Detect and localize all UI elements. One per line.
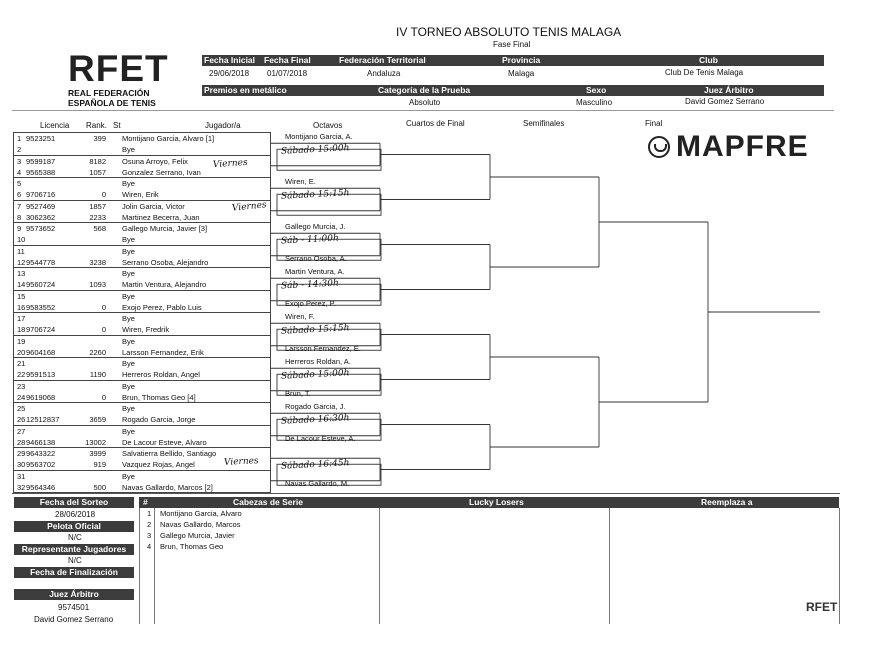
- ranking: 1057: [89, 167, 106, 177]
- rfet-logo-text: RFET: [68, 48, 169, 89]
- draw-position: 26: [17, 415, 26, 425]
- licence-number: 9523251: [26, 134, 56, 143]
- licence-number: 9591513: [26, 370, 56, 380]
- player-name: Bye: [122, 145, 135, 155]
- draw-position: 32: [17, 482, 26, 492]
- player-name: De Lacour Esteve, Alvaro: [122, 437, 207, 447]
- draw-position: 1: [17, 134, 22, 143]
- ranking: 0: [101, 325, 106, 335]
- label-club: Club: [699, 55, 718, 65]
- value-juez-nombre: David Gomez Serrano: [34, 615, 114, 624]
- player-name: Bye: [122, 404, 135, 413]
- licence-number: 9583552: [26, 302, 56, 312]
- seed-player-name: Montijano Garcia, Alvaro: [160, 509, 242, 518]
- handwritten-schedule: Sáb - 14:30h: [280, 278, 340, 292]
- licence-number: 9706724: [26, 325, 56, 335]
- label-categoria: Categoría de la Prueba: [378, 85, 471, 95]
- draw-position: 24: [17, 392, 26, 402]
- value-fecha-final: 01/07/2018: [267, 69, 308, 78]
- footer-divider: [839, 508, 840, 624]
- draw-position: 22: [17, 370, 26, 380]
- label-federacion: Federación Territorial: [339, 55, 426, 65]
- octavos-winner-top: Rogado Garcia, J.: [285, 402, 346, 411]
- draw-position: 21: [17, 359, 26, 368]
- licence-number: 9466138: [26, 437, 56, 447]
- player-name: Osuna Arroyo, Felix: [122, 156, 188, 166]
- handwritten-schedule: Sábado 16:45h: [280, 458, 350, 472]
- draw-position: 9: [17, 224, 22, 233]
- player-name: Salvatierra Bellido, Santiago: [122, 449, 217, 458]
- label-provincia: Provincia: [502, 55, 541, 65]
- player-name: Exojo Perez, Pablo Luis: [122, 302, 202, 312]
- player-name: Bye: [122, 426, 135, 436]
- licence-number: 9604168: [26, 347, 56, 357]
- ranking: 2233: [89, 212, 106, 222]
- ranking: 399: [93, 134, 106, 143]
- octavos-winner-top: Wiren, E.: [285, 177, 316, 186]
- player-name: Bye: [122, 381, 135, 391]
- player-name: Martinez Becerra, Juan: [122, 212, 200, 222]
- draw-position: 28: [17, 437, 26, 447]
- player-name: Gallego Murcia, Javier [3]: [122, 224, 208, 233]
- draw-position: 20: [17, 347, 26, 357]
- handwritten-schedule: Sábado 15:00h: [280, 368, 350, 382]
- ranking: 0: [101, 392, 106, 402]
- draw-position: 2: [17, 145, 22, 155]
- seed-number: 3: [147, 531, 152, 540]
- player-name: Larsson Fernandez, Erik: [122, 347, 204, 357]
- col-octavos: Octavos: [313, 121, 343, 130]
- label-fecha-final: Fecha Final: [264, 55, 311, 65]
- ranking: 568: [93, 224, 106, 233]
- player-name: Rogado Garcia, Jorge: [122, 415, 196, 425]
- col-st: St: [113, 121, 121, 130]
- ranking: 2260: [89, 347, 106, 357]
- player-name: Bye: [122, 314, 135, 323]
- player-name: Jolin Garcia, Victor: [122, 201, 185, 211]
- handwritten-schedule: Sábado 15:15h: [280, 323, 350, 337]
- col-licencia: Licencia: [40, 121, 70, 130]
- label-lucky-losers: Lucky Losers: [469, 497, 524, 507]
- ranking: 1190: [89, 370, 106, 380]
- value-fecha-sorteo: 28/06/2018: [55, 510, 96, 519]
- draw-position: 13: [17, 269, 26, 278]
- label-representante: Representante Jugadores: [14, 544, 134, 555]
- player-name: Brun, Thomas Geo [4]: [122, 392, 196, 402]
- org-name-line2: ESPAÑOLA DE TENIS: [68, 98, 156, 108]
- draw-position: 31: [17, 471, 26, 481]
- handwritten-schedule: Sábado 15:15h: [280, 188, 350, 202]
- draw-position: 29: [17, 449, 26, 458]
- ranking: 13002: [85, 437, 106, 447]
- licence-number: 9527469: [26, 201, 56, 211]
- draw-position: 16: [17, 302, 26, 312]
- draw-position: 4: [17, 167, 22, 177]
- draw-position: 12: [17, 257, 26, 267]
- label-finalizacion: Fecha de Finalización: [14, 567, 134, 578]
- draw-position: 3: [17, 156, 22, 166]
- player-name: Gonzalez Serrano, Ivan: [122, 167, 201, 177]
- handwritten-note-friday: Viernes: [212, 157, 248, 171]
- handwritten-note-friday: Viernes: [231, 200, 268, 214]
- licence-number: 9619068: [26, 392, 56, 402]
- player-name: Bye: [122, 179, 135, 188]
- label-fecha-inicial: Fecha Inicial: [204, 55, 256, 65]
- player-name: Martin Ventura, Alejandro: [122, 280, 207, 290]
- draw-position: 15: [17, 291, 26, 301]
- value-sexo: Masculino: [576, 98, 613, 107]
- col-rank: Rank.: [86, 121, 107, 130]
- value-representante: N/C: [68, 556, 82, 565]
- player-name: Serrano Osoba, Alejandro: [122, 257, 209, 267]
- handwritten-note-friday: Viernes: [223, 456, 259, 468]
- octavos-winner-bottom: Brun, T.: [285, 389, 311, 398]
- value-pelota: N/C: [68, 533, 82, 542]
- player-name: Bye: [122, 235, 135, 245]
- label-premios: Premios en metálico: [204, 85, 287, 95]
- octavos-winner-top: Montijano Garcia, A.: [285, 132, 353, 141]
- value-provincia: Malaga: [508, 69, 535, 78]
- seed-player-name: Navas Gallardo, Marcos: [160, 520, 241, 529]
- label-fecha-sorteo: Fecha del Sorteo: [14, 497, 134, 508]
- handwritten-schedule: Sábado 16:30h: [280, 413, 350, 427]
- footer-header-bar: [139, 497, 839, 508]
- ranking: 1093: [89, 280, 106, 290]
- player-name: Bye: [122, 291, 135, 301]
- licence-number: 9564346: [26, 482, 56, 492]
- org-name-line1: REAL FEDERACIÓN: [68, 88, 150, 98]
- label-juez: Juez Árbitro: [704, 85, 754, 95]
- licence-number: 9565388: [26, 167, 56, 177]
- octavos-winner-top: Martin Ventura, A.: [285, 267, 345, 276]
- octavos-winner-bottom: Navas Gallardo, M.: [285, 479, 350, 488]
- footer-divider: [379, 508, 380, 624]
- octavos-winner-bottom: Serrano Osoba, A.: [285, 254, 347, 263]
- draw-position: 5: [17, 179, 22, 188]
- tournament-title: IV TORNEO ABSOLUTO TENIS MALAGA: [396, 25, 622, 39]
- licence-number: 9560724: [26, 280, 56, 290]
- label-sexo: Sexo: [586, 85, 607, 95]
- licence-number: 12512837: [26, 415, 60, 425]
- seeds-list: [140, 509, 378, 559]
- draw-position: 8: [17, 212, 22, 222]
- col-semis: Semifinales: [523, 119, 565, 128]
- handwritten-schedule: Sáb - 11:00h: [280, 233, 340, 247]
- seed-number: 1: [147, 509, 152, 518]
- ranking: 0: [101, 302, 106, 312]
- draw-position: 17: [17, 314, 26, 323]
- footer-top-rule: [12, 493, 840, 494]
- seed-player-name: Brun, Thomas Geo: [160, 542, 224, 551]
- player-name: Montijano Garcia, Alvaro [1]: [122, 134, 215, 143]
- value-juez: David Gomez Serrano: [685, 97, 765, 106]
- label-cabezas: Cabezas de Serie: [233, 497, 303, 507]
- octavos-winner-bottom: Larsson Fernandez, E.: [285, 344, 361, 353]
- ranking: 0: [101, 190, 106, 200]
- handwritten-schedule: Sábado 15:00h: [280, 143, 350, 157]
- octavos-winner-top: Gallego Murcia, J.: [285, 222, 346, 231]
- col-jugador: Jugador/a: [205, 121, 241, 130]
- col-cuartos: Cuartos de Final: [406, 119, 465, 128]
- draw-position: 27: [17, 426, 26, 436]
- label-hash: #: [143, 497, 148, 507]
- player-name: Herreros Roldan, Angel: [122, 370, 200, 380]
- draw-position: 6: [17, 190, 22, 200]
- draw-position: 14: [17, 280, 26, 290]
- ranking: 3238: [89, 257, 106, 267]
- octavos-winner-top: Herreros Roldan, A.: [285, 357, 351, 366]
- player-name: Bye: [122, 269, 135, 278]
- licence-number: 9573652: [26, 224, 56, 233]
- player-name: Wiren, Erik: [122, 190, 159, 200]
- tournament-subtitle: Fase Final: [493, 40, 531, 49]
- seed-number: 4: [147, 542, 152, 551]
- seed-number: 2: [147, 520, 152, 529]
- ranking: 8182: [89, 156, 106, 166]
- octavos-winner-bottom: Exojo Perez, P.: [285, 299, 336, 308]
- draw-position: 25: [17, 404, 26, 413]
- licence-number: 9643322: [26, 449, 56, 458]
- licence-number: 3062362: [26, 212, 56, 222]
- ranking: 3659: [89, 415, 106, 425]
- draw-position: 19: [17, 336, 26, 346]
- draw-position: 11: [17, 246, 25, 256]
- licence-number: 9599187: [26, 156, 56, 166]
- draw-position: 18: [17, 325, 26, 335]
- draw-position: 7: [17, 201, 22, 211]
- player-name: Bye: [122, 246, 135, 256]
- player-name: Bye: [122, 471, 135, 481]
- draw-position: 23: [17, 381, 26, 391]
- octavos-winner-top: Wiren, F.: [285, 312, 315, 321]
- ranking: 500: [93, 482, 106, 492]
- rfet-small-logo: RFET: [806, 600, 838, 614]
- ranking: 1857: [89, 201, 106, 211]
- label-juez-arbitro: Juez Árbitro: [14, 589, 134, 600]
- licence-number: 9706716: [26, 190, 56, 200]
- label-reemplaza: Reemplaza a: [701, 497, 753, 507]
- value-fecha-inicial: 29/06/2018: [209, 69, 250, 78]
- draw-position: 30: [17, 460, 26, 470]
- draw-position: 10: [17, 235, 26, 245]
- value-federacion: Andaluza: [367, 69, 401, 78]
- ranking: 3999: [89, 449, 106, 458]
- footer-divider: [609, 508, 610, 624]
- seed-player-name: Gallego Murcia, Javier: [160, 531, 235, 540]
- ranking: 919: [93, 460, 106, 470]
- player-name: Bye: [122, 359, 135, 368]
- player-name: Vazquez Rojas, Angel: [122, 460, 195, 470]
- player-name: Wiren, Fredrik: [122, 325, 170, 335]
- value-club: Club De Tenis Malaga: [665, 68, 744, 77]
- value-categoria: Absoluto: [409, 98, 441, 107]
- licence-number: 9563702: [26, 460, 56, 470]
- octavos-winner-bottom: De Lacour Esteve, A.: [285, 434, 356, 443]
- label-pelota: Pelota Oficial: [14, 521, 134, 532]
- player-name: Bye: [122, 336, 135, 346]
- value-juez-licencia: 9574501: [58, 603, 90, 612]
- licence-number: 9544778: [26, 257, 56, 267]
- mapfre-text: MAPFRE: [676, 130, 809, 163]
- col-final: Final: [645, 119, 663, 128]
- player-name: Navas Gallardo, Marcos [2]: [122, 482, 213, 492]
